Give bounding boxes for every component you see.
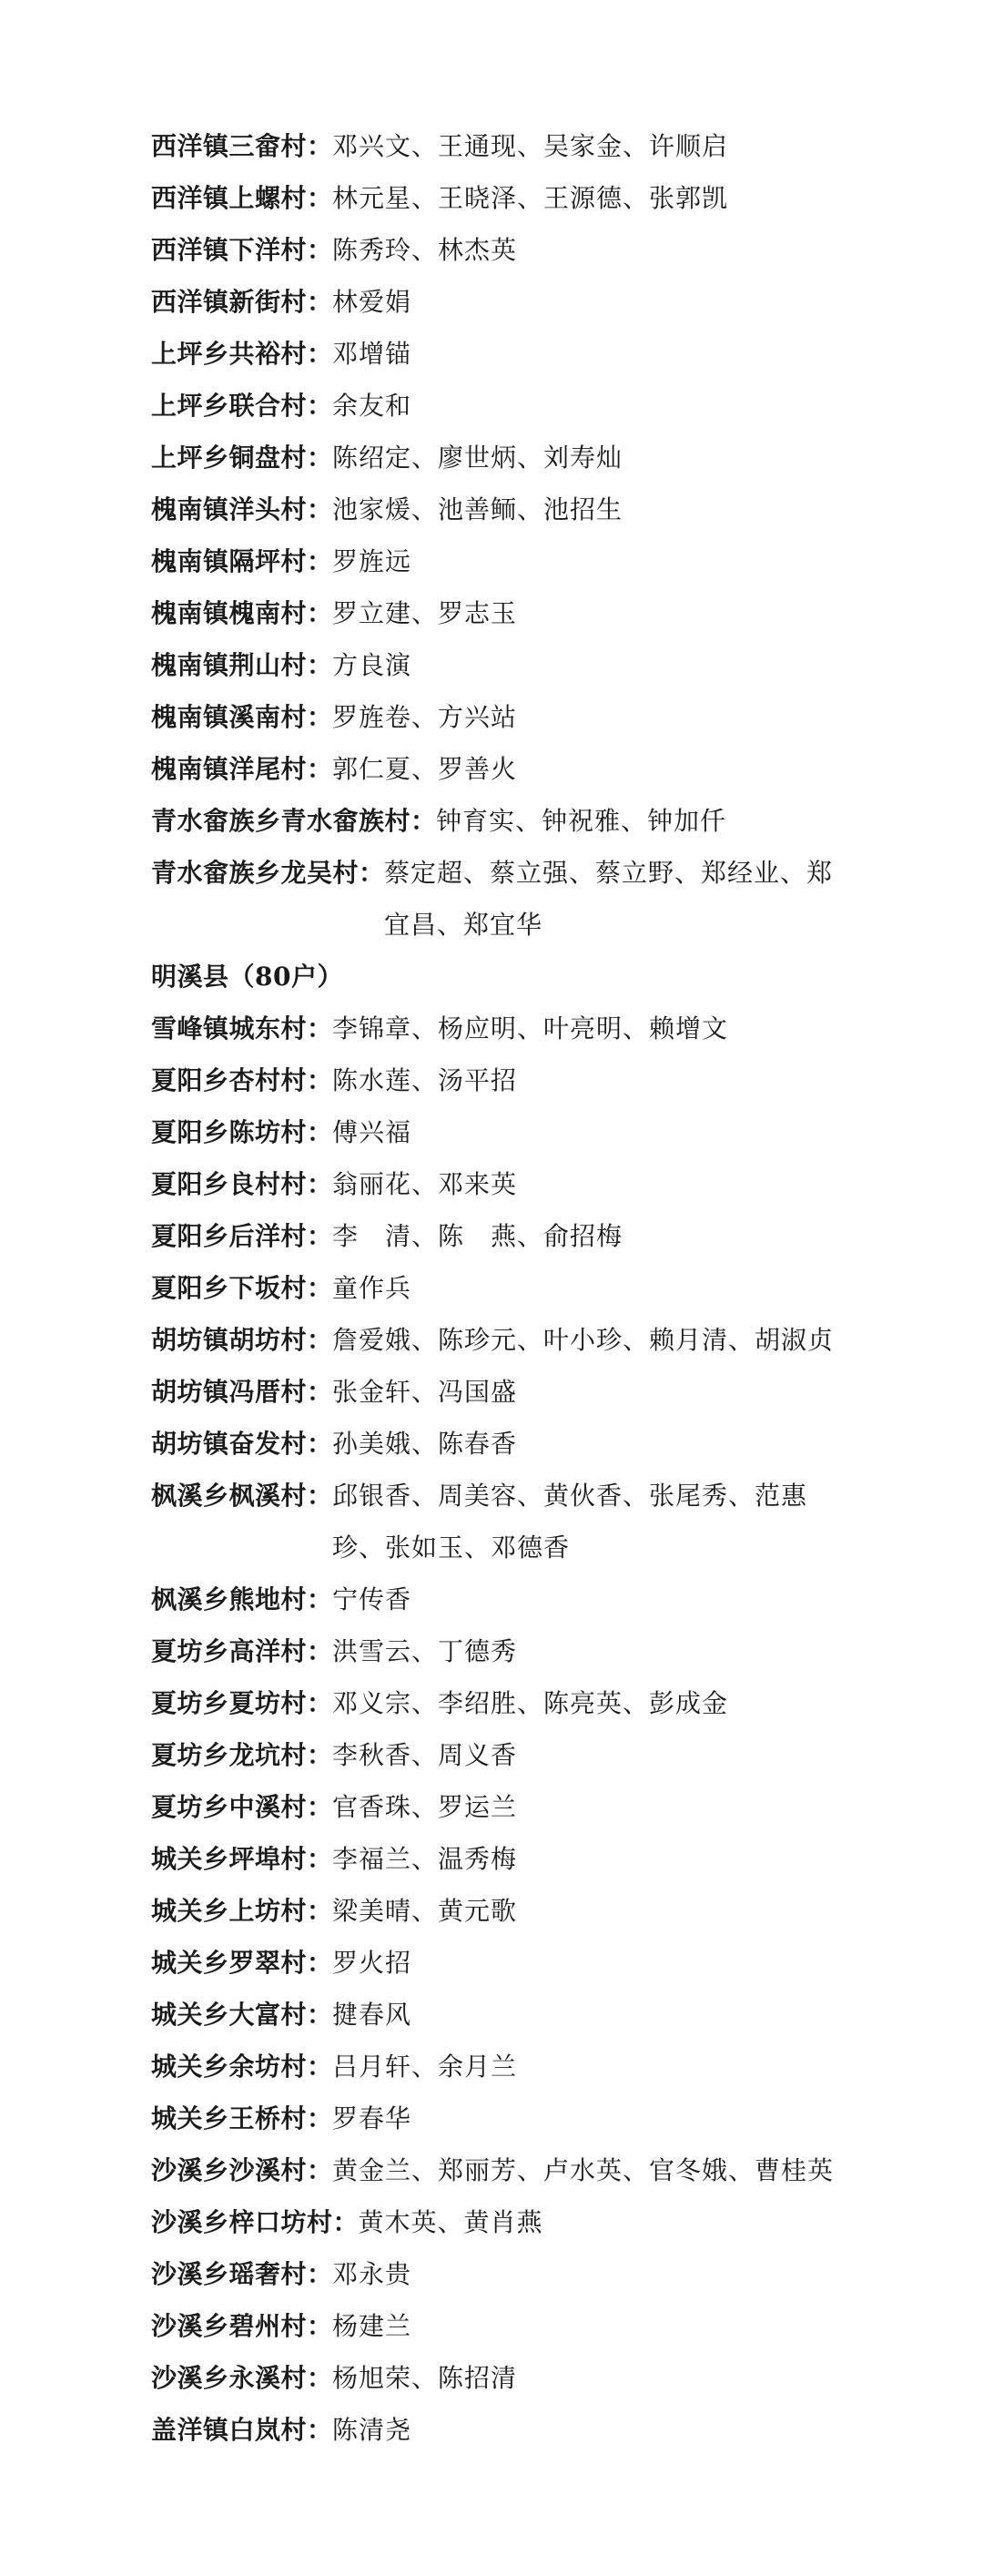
recipient-list xyxy=(151,120,879,2456)
village-name: 夏坊乡夏坊村 xyxy=(151,1688,308,1718)
list-item xyxy=(151,1366,879,1418)
village-name: 槐南镇溪南村 xyxy=(151,702,308,732)
household-names: 孙美娥、陈春香 xyxy=(332,1429,518,1459)
household-names: 余友和 xyxy=(332,391,412,421)
village-name: 枫溪乡枫溪村 xyxy=(151,1481,308,1511)
village-name: 槐南镇荆山村 xyxy=(151,650,308,680)
colon: ： xyxy=(307,546,333,576)
household-names: 傅兴福 xyxy=(332,1117,412,1147)
village-name: 沙溪乡瑶奢村 xyxy=(151,2259,308,2289)
village-name: 沙溪乡梓口坊村 xyxy=(151,2207,333,2237)
colon: ： xyxy=(307,2103,333,2133)
colon: ： xyxy=(307,2363,333,2393)
household-names: 钟育实、钟祝雅、钟加仟 xyxy=(436,806,727,836)
village-name: 夏坊乡高洋村 xyxy=(151,1636,308,1666)
list-item xyxy=(151,1781,879,1833)
list-item xyxy=(151,276,879,328)
village-name: 胡坊镇胡坊村 xyxy=(151,1325,308,1355)
village-name: 沙溪乡永溪村 xyxy=(151,2363,308,2393)
village-name: 青水畲族乡龙吴村 xyxy=(151,858,360,888)
colon: ： xyxy=(359,858,385,888)
list-item xyxy=(151,1625,879,1677)
colon: ： xyxy=(307,650,333,680)
village-name: 槐南镇隔坪村 xyxy=(151,546,308,576)
village-name: 上坪乡联合村 xyxy=(151,391,308,421)
colon: ： xyxy=(307,1117,333,1147)
village-name: 夏阳乡良村村 xyxy=(151,1169,308,1199)
village-name: 西洋镇下洋村 xyxy=(151,235,308,265)
list-item xyxy=(151,380,879,432)
village-name: 城关乡罗翠村 xyxy=(151,1948,308,1978)
household-names: 黄金兰、郑丽芳、卢水英、官冬娥、曹桂英 xyxy=(332,2155,835,2185)
household-names: 林爱娟 xyxy=(332,287,412,317)
list-item xyxy=(151,224,879,276)
county-section-header: 明溪县（80户） xyxy=(151,962,343,992)
village-name: 夏坊乡中溪村 xyxy=(151,1792,308,1822)
colon: ： xyxy=(307,1325,333,1355)
village-name: 城关乡王桥村 xyxy=(151,2103,308,2133)
colon: ： xyxy=(307,1740,333,1770)
village-name: 城关乡坪埠村 xyxy=(151,1844,308,1874)
list-item xyxy=(151,432,879,484)
household-names: 李秋香、周义香 xyxy=(332,1740,518,1770)
list-item xyxy=(151,328,879,380)
village-name: 夏阳乡后洋村 xyxy=(151,1221,308,1251)
village-name: 槐南镇洋头村 xyxy=(151,494,308,524)
colon: ： xyxy=(307,183,333,213)
village-name: 雪峰镇城东村 xyxy=(151,1013,308,1044)
colon: ： xyxy=(307,702,333,732)
colon: ： xyxy=(307,1013,333,1044)
colon: ： xyxy=(307,339,333,369)
colon: ： xyxy=(307,443,333,473)
colon: ： xyxy=(332,2207,359,2237)
list-item xyxy=(151,1003,879,1054)
household-names: 罗火招 xyxy=(332,1948,412,1978)
household-names: 吕月轩、余月兰 xyxy=(332,2052,518,2082)
household-names: 邓增锚 xyxy=(332,339,412,369)
list-item xyxy=(151,2404,879,2456)
list-item xyxy=(151,2196,879,2248)
list-item xyxy=(151,484,879,535)
list-item xyxy=(151,587,879,639)
household-names: 官香珠、罗运兰 xyxy=(332,1792,518,1822)
household-names: 罗旌远 xyxy=(332,546,412,576)
colon: ： xyxy=(410,806,437,836)
list-item xyxy=(151,172,879,224)
list-item xyxy=(151,1729,879,1781)
village-name: 城关乡余坊村 xyxy=(151,2052,308,2082)
household-names: 罗旌卷、方兴站 xyxy=(332,702,518,732)
household-names: 方良演 xyxy=(332,650,412,680)
list-item xyxy=(151,1054,879,1106)
household-names: 陈水莲、汤平招 xyxy=(332,1065,518,1095)
list-item xyxy=(151,1470,879,1573)
village-name: 西洋镇三畲村 xyxy=(151,131,308,161)
colon: ： xyxy=(307,1896,333,1926)
village-name: 胡坊镇奋发村 xyxy=(151,1429,308,1459)
colon: ： xyxy=(307,1636,333,1666)
list-item xyxy=(151,1158,879,1210)
village-name: 槐南镇洋尾村 xyxy=(151,754,308,784)
village-name: 夏阳乡陈坊村 xyxy=(151,1117,308,1147)
colon: ： xyxy=(307,1221,333,1251)
list-item xyxy=(151,2248,879,2300)
household-names: 林元星、王晓泽、王源德、张郭凯 xyxy=(332,183,729,213)
village-name: 城关乡大富村 xyxy=(151,2000,308,2030)
list-item xyxy=(151,795,879,847)
household-names: 陈秀玲、林杰英 xyxy=(332,235,518,265)
household-names: 蔡定超、蔡立强、蔡立野、郑经业、郑宜昌、郑宜华 xyxy=(384,858,834,940)
household-names: 罗立建、罗志玉 xyxy=(332,598,518,628)
colon: ： xyxy=(307,2311,333,2341)
colon: ： xyxy=(307,131,333,161)
household-names: 黄木英、黄肖燕 xyxy=(358,2207,543,2237)
colon: ： xyxy=(307,1273,333,1303)
village-name: 西洋镇新街村 xyxy=(151,287,308,317)
list-item xyxy=(151,1677,879,1729)
household-names: 邓永贵 xyxy=(332,2259,412,2289)
list-item xyxy=(151,1937,879,1989)
colon: ： xyxy=(307,1065,333,1095)
village-name: 盖洋镇白岚村 xyxy=(151,2415,308,2445)
colon: ： xyxy=(307,1792,333,1822)
colon: ： xyxy=(307,598,333,628)
household-names: 李福兰、温秀梅 xyxy=(332,1844,518,1874)
household-names: 洪雪云、丁德秀 xyxy=(332,1636,518,1666)
village-name: 夏阳乡下坂村 xyxy=(151,1273,308,1303)
colon: ： xyxy=(307,754,333,784)
household-names: 邱银香、周美容、黄伙香、张尾秀、范惠珍、张如玉、邓德香 xyxy=(332,1481,808,1563)
list-item xyxy=(151,2041,879,2092)
colon: ： xyxy=(307,1584,333,1614)
colon: ： xyxy=(307,2259,333,2289)
list-item xyxy=(151,2092,879,2144)
village-name: 上坪乡共裕村 xyxy=(151,339,308,369)
list-item xyxy=(151,1210,879,1262)
colon: ： xyxy=(307,1844,333,1874)
list-item xyxy=(151,535,879,587)
list-item xyxy=(151,1314,879,1366)
village-name: 夏坊乡龙坑村 xyxy=(151,1740,308,1770)
household-names: 邓义宗、李绍胜、陈亮英、彭成金 xyxy=(332,1688,729,1718)
household-names: 杨建兰 xyxy=(332,2311,412,2341)
list-item xyxy=(151,2144,879,2196)
household-names: 邓兴文、王通现、吴家金、许顺启 xyxy=(332,131,729,161)
list-item xyxy=(151,639,879,691)
list-item xyxy=(151,1418,879,1470)
household-names: 罗春华 xyxy=(332,2103,412,2133)
village-name: 沙溪乡碧州村 xyxy=(151,2311,308,2341)
list-item xyxy=(151,1573,879,1625)
household-names: 杨旭荣、陈招清 xyxy=(332,2363,518,2393)
household-names: 陈绍定、廖世炳、刘寿灿 xyxy=(332,443,623,473)
village-name: 城关乡上坊村 xyxy=(151,1896,308,1926)
household-names: 詹爱娥、陈珍元、叶小珍、赖月清、胡淑贞 xyxy=(332,1325,835,1355)
household-names: 池家煖、池善鲕、池招生 xyxy=(332,494,623,524)
colon: ： xyxy=(307,1169,333,1199)
colon: ： xyxy=(307,391,333,421)
list-item xyxy=(151,2300,879,2352)
list-item xyxy=(151,120,879,172)
list-item xyxy=(151,1106,879,1158)
village-name: 上坪乡铜盘村 xyxy=(151,443,308,473)
household-names: 李 清、陈 燕、俞招梅 xyxy=(332,1221,623,1251)
list-item xyxy=(151,1833,879,1885)
village-name: 枫溪乡熊地村 xyxy=(151,1584,308,1614)
household-names: 陈清尧 xyxy=(332,2415,412,2445)
household-names: 张金轩、冯国盛 xyxy=(332,1377,518,1407)
household-names: 童作兵 xyxy=(332,1273,412,1303)
colon: ： xyxy=(307,1429,333,1459)
household-names: 宁传香 xyxy=(332,1584,412,1614)
colon: ： xyxy=(307,1688,333,1718)
village-name: 青水畲族乡青水畲族村 xyxy=(151,806,411,836)
village-name: 沙溪乡沙溪村 xyxy=(151,2155,308,2185)
village-name: 胡坊镇冯厝村 xyxy=(151,1377,308,1407)
household-names: 翁丽花、邓来英 xyxy=(332,1169,518,1199)
list-item xyxy=(151,2352,879,2404)
village-name: 夏阳乡杏村村 xyxy=(151,1065,308,1095)
list-item xyxy=(151,1989,879,2041)
household-names: 郭仁夏、罗善火 xyxy=(332,754,518,784)
colon: ： xyxy=(307,2155,333,2185)
village-name: 槐南镇槐南村 xyxy=(151,598,308,628)
list-item xyxy=(151,1262,879,1314)
colon: ： xyxy=(307,2415,333,2445)
colon: ： xyxy=(307,1481,333,1511)
colon: ： xyxy=(307,287,333,317)
household-names: 揵春风 xyxy=(332,2000,412,2030)
list-item xyxy=(151,847,879,951)
colon: ： xyxy=(307,2000,333,2030)
colon: ： xyxy=(307,494,333,524)
colon: ： xyxy=(307,2052,333,2082)
household-names: 梁美晴、黄元歌 xyxy=(332,1896,518,1926)
list-item xyxy=(151,1885,879,1937)
list-item xyxy=(151,691,879,743)
list-item xyxy=(151,743,879,795)
colon: ： xyxy=(307,235,333,265)
colon: ： xyxy=(307,1377,333,1407)
household-names: 李锦章、杨应明、叶亮明、赖增文 xyxy=(332,1013,729,1044)
colon: ： xyxy=(307,1948,333,1978)
village-name: 西洋镇上螺村 xyxy=(151,183,308,213)
